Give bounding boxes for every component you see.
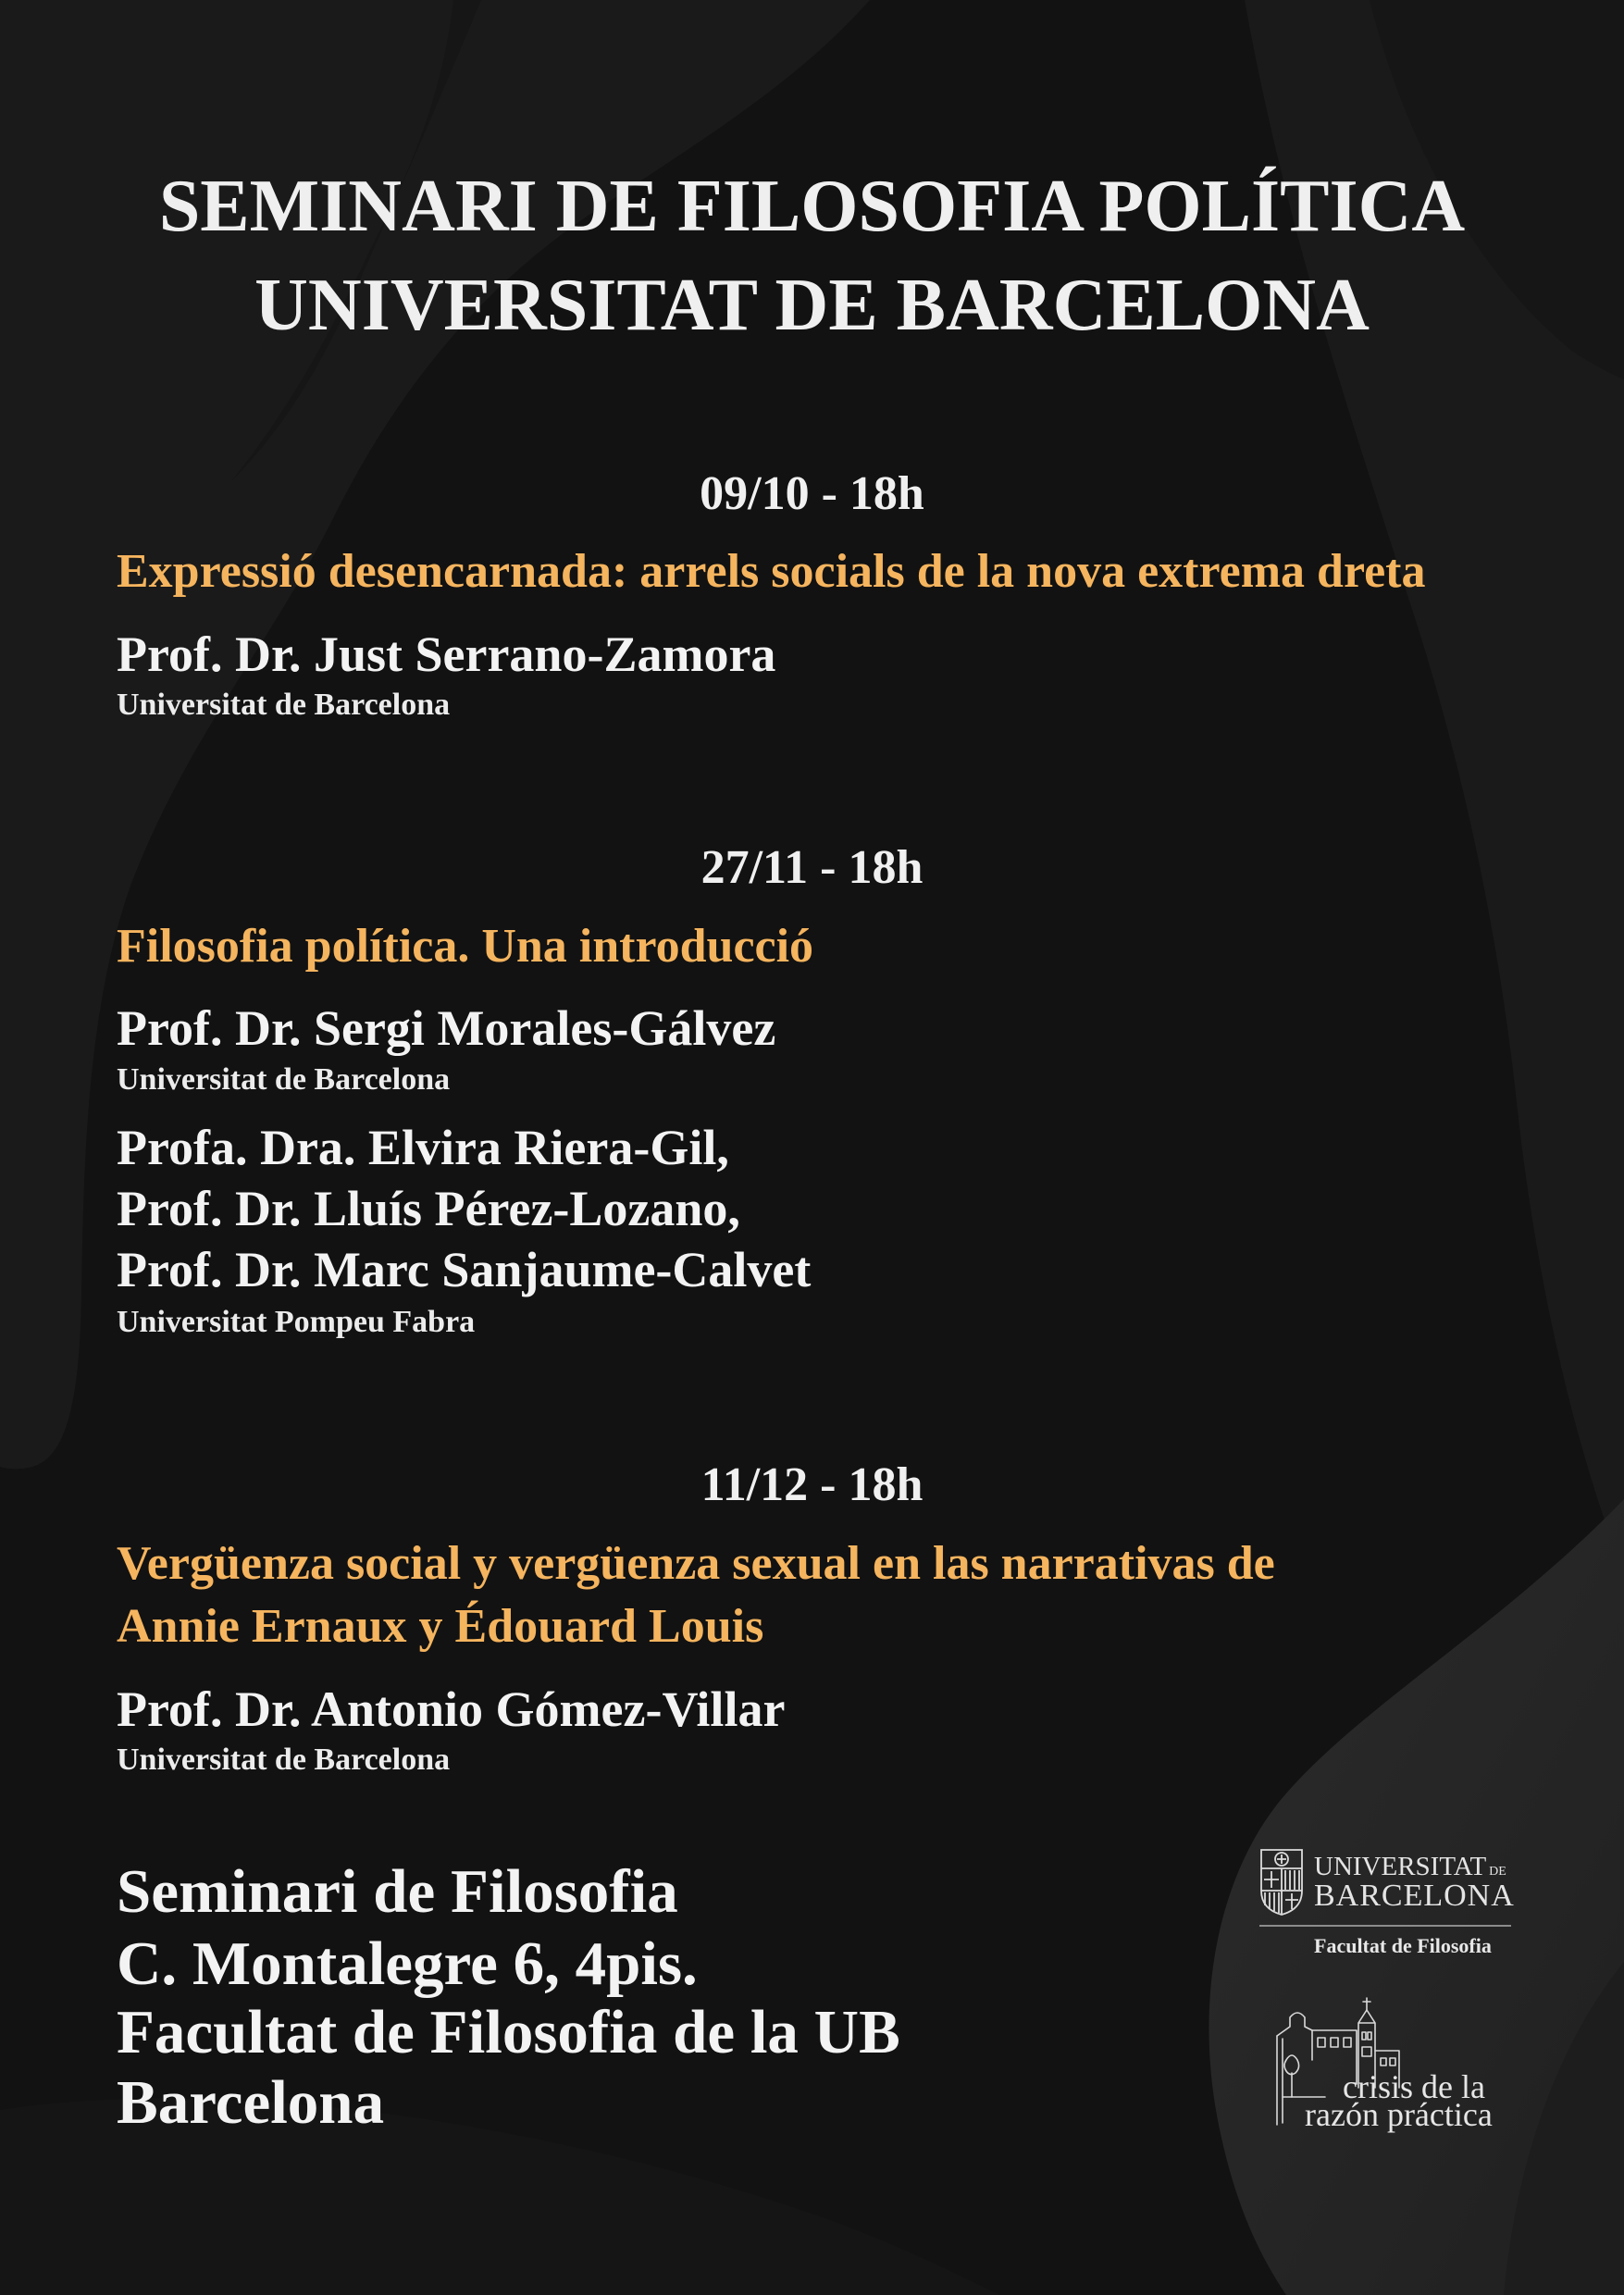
session-1-speaker: Prof. Dr. Just Serrano-Zamora	[117, 626, 776, 682]
venue-line-3: Facultat de Filosofia de la UB	[117, 1998, 900, 2066]
session-3-speaker: Prof. Dr. Antonio Gómez-Villar	[117, 1681, 786, 1737]
venue-line-2: C. Montalegre 6, 4pis.	[117, 1929, 698, 1998]
session-3-date: 11/12 - 18h	[700, 1458, 924, 1511]
session-2-title: Filosofia política. Una introducció	[117, 920, 814, 973]
ub-shield-icon	[1259, 1848, 1304, 1917]
poster-title-line2: UNIVERSITAT DE BARCELONA	[254, 265, 1370, 346]
session-1-title: Expressió desencarnada: arrels socials de la nova extrema dreta	[117, 545, 1426, 598]
session-2-affiliation-2: Universitat Pompeu Fabra	[117, 1305, 476, 1339]
session-2-speaker-2: Profa. Dra. Elvira Riera-Gil,	[117, 1120, 729, 1175]
session-3-title-line2: Annie Ernaux y Édouard Louis	[117, 1600, 764, 1653]
session-2-speaker-3: Prof. Dr. Lluís Pérez-Lozano,	[117, 1181, 740, 1236]
ub-logo-universitat: UNIVERSITAT	[1314, 1852, 1487, 1881]
crisis-logo-text-line2: razón práctica	[1305, 2096, 1493, 2133]
session-1-date: 09/10 - 18h	[700, 467, 924, 520]
crisis-logo-text-line1: crisis de la	[1343, 2068, 1485, 2105]
venue-line-1: Seminari de Filosofia	[117, 1857, 678, 1926]
session-3-title-line1: Vergüenza social y vergüenza sexual en las narrativas de	[117, 1537, 1275, 1590]
ub-logo-divider	[1259, 1925, 1511, 1927]
session-2-speaker-4: Prof. Dr. Marc Sanjaume-Calvet	[117, 1242, 812, 1297]
session-2-speaker-1: Prof. Dr. Sergi Morales-Gálvez	[117, 1000, 776, 1056]
ub-logo-de: DE	[1489, 1865, 1506, 1879]
session-1-affiliation: Universitat de Barcelona	[117, 688, 451, 722]
venue-line-4: Barcelona	[117, 2068, 385, 2137]
session-2-affiliation-1: Universitat de Barcelona	[117, 1062, 451, 1097]
ub-logo-faculty: Facultat de Filosofia	[1314, 1934, 1492, 1957]
poster-title-line1: SEMINARI DE FILOSOFIA POLÍTICA	[158, 166, 1466, 247]
session-3-affiliation: Universitat de Barcelona	[117, 1743, 451, 1777]
session-2-date: 27/11 - 18h	[700, 841, 924, 894]
ub-logo-text-line2: BARCELONA	[1314, 1879, 1515, 1913]
